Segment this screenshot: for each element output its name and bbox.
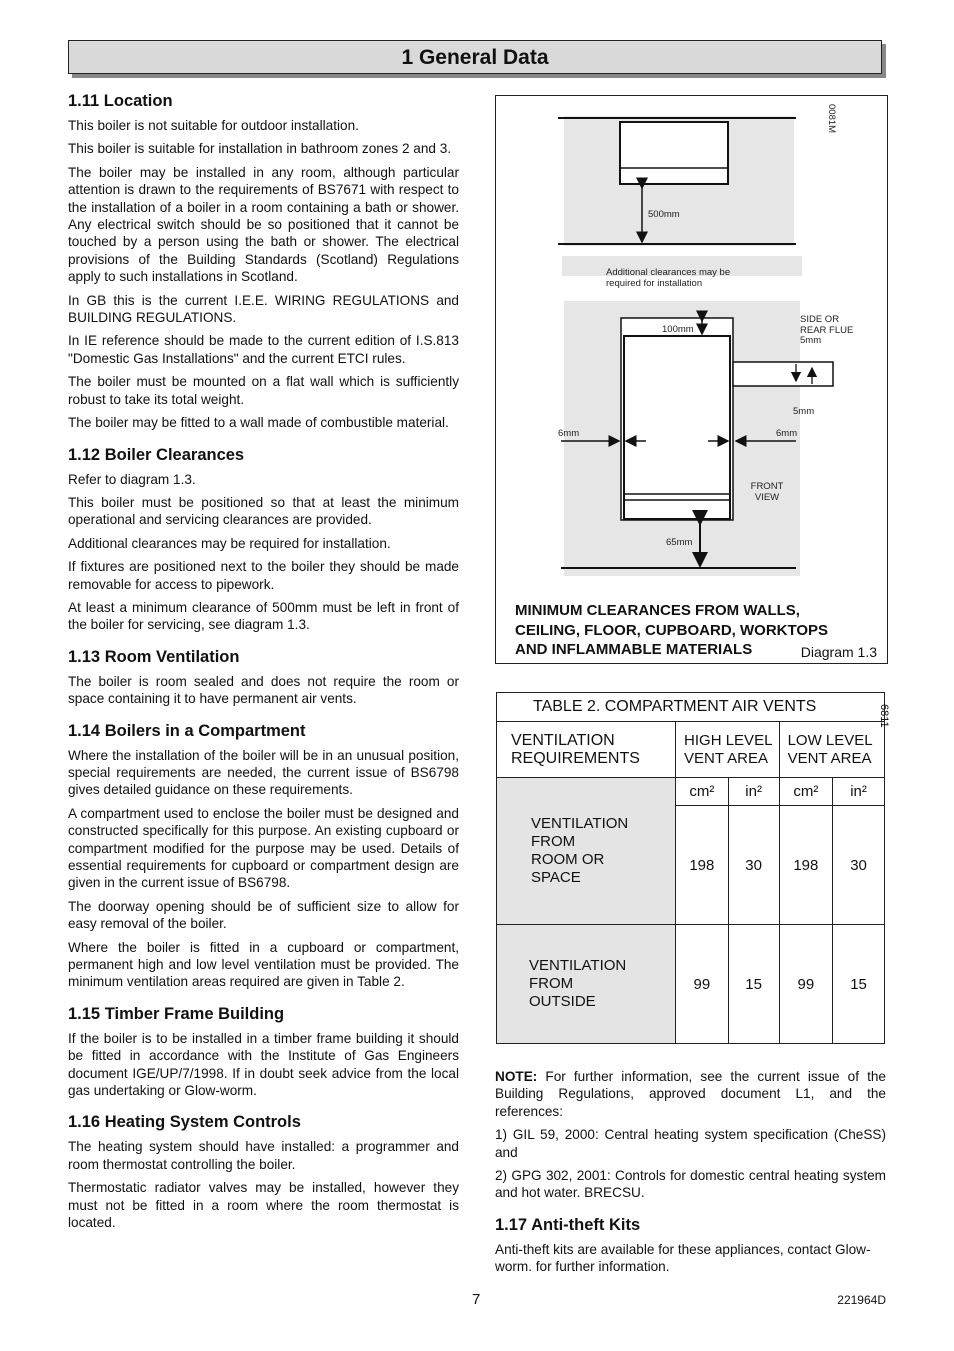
- section-boiler-clearances: [68, 446, 459, 634]
- section-heading: 1.15 Timber Frame Building: [68, 1004, 285, 1023]
- note-text: For further information, see the current issue of the Building Regulations, approved document L1, and the references:: [495, 1069, 886, 1119]
- top-clearance-label: 100mm: [662, 324, 694, 335]
- section-compartment: [68, 722, 459, 991]
- section-heading: 1.14 Boilers in a Compartment: [68, 721, 306, 740]
- paragraph: The doorway opening should be of sufficient size to allow for easy removal of the boiler.: [68, 898, 459, 932]
- row-label-text: VENTILATION FROM OUTSIDE: [529, 957, 627, 1010]
- value-cell: 198: [779, 806, 832, 925]
- ventilation-requirements-header: VENTILATION REQUIREMENTS: [497, 722, 676, 778]
- section-heading: 1.11 Location: [68, 92, 173, 110]
- left-clearance-label: 6mm: [558, 428, 580, 439]
- section-heading: 1.17 Anti-theft Kits: [495, 1215, 641, 1234]
- unit-cell: in²: [833, 778, 885, 806]
- front-clearance-label: 500mm: [648, 209, 680, 220]
- paragraph: The boiler may be fitted to a wall made of combustible material.: [68, 415, 449, 431]
- right-column-text: [495, 1068, 886, 1282]
- value-cell: 15: [833, 925, 885, 1044]
- diagram-number: Diagram 1.3: [800, 644, 877, 660]
- paragraph: The heating system should have installed: a programmer and room thermostat controlling the boiler.: [68, 1139, 459, 1172]
- value-cell: 30: [833, 806, 885, 925]
- unit-cell: cm²: [779, 778, 832, 806]
- paragraph: Where the installation of the boiler will be in an unusual position, special requirements are needed, the current issue of BS6798 gives detailed guidance on these requirements.: [68, 747, 459, 798]
- paragraph: If fixtures are positioned next to the boiler they should be made removable for access to pipework.: [68, 559, 459, 592]
- reference-1: 1) GIL 59, 2000: Central heating system specification (CheSS) and: [495, 1127, 886, 1160]
- section-location: [68, 92, 459, 432]
- section-heading: 1.13 Room Ventilation: [68, 647, 240, 666]
- paragraph: The boiler is room sealed and does not require the room or space containing it to have permanent air vents.: [68, 673, 459, 707]
- low-level-header: LOW LEVEL VENT AREA: [779, 722, 884, 778]
- paragraph: This boiler is suitable for installation in bathroom zones 2 and 3.: [68, 141, 452, 157]
- section-heading: 1.12 Boiler Clearances: [68, 445, 245, 464]
- section-room-ventilation: [68, 648, 459, 708]
- paragraph: Where the boiler is fitted in a cupboard or compartment, permanent high and low level ventilation must be provided. The minimum ventilation areas required are given in Table 2.: [68, 939, 459, 990]
- right-clearance-label: 6mm: [776, 428, 798, 439]
- row-label: [497, 925, 676, 1044]
- note-paragraph: [495, 1068, 886, 1120]
- value-cell: 15: [728, 925, 779, 1044]
- page-title: 1 General Data: [401, 46, 549, 69]
- left-column: [68, 92, 459, 1246]
- diagram-code: 0081M: [826, 104, 837, 134]
- reference-2: 2) GPG 302, 2001: Controls for domestic central heating system and hot water. BRECSU.: [495, 1168, 886, 1201]
- section-timber-frame: [68, 1005, 459, 1100]
- value-cell: 30: [728, 806, 779, 925]
- front-view-label: FRONT VIEW: [750, 481, 784, 503]
- table-side-code: 6811: [878, 704, 890, 728]
- boiler-front-view: [624, 336, 730, 519]
- document-code: 221964D: [837, 1293, 886, 1307]
- row-label-text: VENTILATION FROM ROOM OR SPACE: [531, 815, 629, 886]
- row-label: [497, 778, 676, 925]
- paragraph: If the boiler is to be installed in a timber frame building it should be fitted in accordance with the Institute of Gas Engineers document IGE/UP/7/1998. If in doubt seek advice from the local gas undertaking or Glow-worm.: [68, 1030, 459, 1099]
- paragraph: The boiler must be mounted on a flat wall which is sufficiently robust to take its total weight.: [68, 374, 459, 407]
- paragraph: Anti-theft kits are available for these appliances, contact Glow-worm. for further information.: [495, 1241, 871, 1275]
- section-heating-controls: [68, 1113, 459, 1231]
- paragraph: Additional clearances may be required for installation.: [68, 535, 391, 551]
- paragraph: Refer to diagram 1.3.: [68, 471, 196, 487]
- value-cell: 99: [779, 925, 832, 1044]
- flue-clearance-label: 5mm: [793, 406, 815, 417]
- paragraph: At least a minimum clearance of 500mm must be left in front of the boiler for servicing, see diagram 1.3.: [68, 599, 459, 633]
- paragraph: This boiler must be positioned so that at least the minimum operational and servicing clearances are provided.: [68, 494, 459, 528]
- value-cell: 198: [676, 806, 729, 925]
- page-number: 7: [472, 1291, 481, 1308]
- paragraph: In IE reference should be made to the current edition of I.S.813 "Domestic Gas Installations" and the current ETCI rules.: [68, 333, 459, 366]
- paragraph: This boiler is not suitable for outdoor installation.: [68, 118, 359, 133]
- section-title-bar: [68, 40, 882, 74]
- boiler-top-view: [620, 122, 728, 184]
- paragraph: The boiler may be installed in any room, although particular attention is drawn to the requirements of BS7671 with respect to the installation of a boiler in a room containing a bath or shower. Any electrical switch should be so positioned that it cannot be touched by a person using the bath or shower. The electrical provisions of the Building Standards (Scotland) Regulations apply to such installations in Scotland.: [68, 164, 459, 285]
- flue-pipe: [733, 362, 833, 386]
- paragraph: In GB this is the current I.E.E. WIRING REGULATIONS and BUILDING REGULATIONS.: [68, 292, 459, 326]
- additional-clearance-note: Additional clearances may be required for installation: [606, 267, 731, 289]
- diagram-caption: MINIMUM CLEARANCES FROM WALLS, CEILING, FLOOR, CUPBOARD, WORKTOPS AND INFLAMMABLE MATERIALS: [515, 602, 829, 658]
- compartment-air-vents-table: [496, 692, 885, 1044]
- clearance-diagram: [495, 95, 888, 664]
- note-lead: NOTE:: [495, 1069, 538, 1084]
- flue-label: SIDE OR REAR FLUE 5mm: [800, 314, 854, 346]
- unit-cell: in²: [728, 778, 779, 806]
- paragraph: A compartment used to enclose the boiler must be designed and constructed specifically for this purpose. An existing cupboard or compartment modified for the purpose may be used. Details of essential requirements for cupboard or compartment design are given in the current issue of BS6798.: [68, 805, 459, 891]
- unit-cell: cm²: [676, 778, 729, 806]
- section-heading: 1.16 Heating System Controls: [68, 1113, 301, 1132]
- paragraph: Thermostatic radiator valves may be installed, however they must not be fitted in a room where the room thermostat is located.: [68, 1180, 459, 1231]
- high-level-header: HIGH LEVEL VENT AREA: [676, 722, 780, 778]
- value-cell: 99: [676, 925, 729, 1044]
- bottom-clearance-label: 65mm: [666, 537, 693, 548]
- table-caption: TABLE 2. COMPARTMENT AIR VENTS: [497, 693, 885, 722]
